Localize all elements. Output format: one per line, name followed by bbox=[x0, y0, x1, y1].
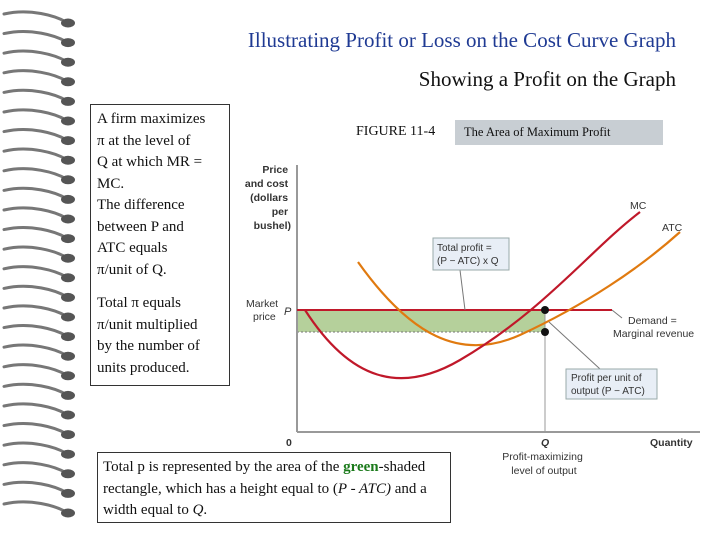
caption-p-minus-atc: P - ATC) bbox=[337, 480, 391, 497]
q-tick-label: Q bbox=[541, 437, 550, 449]
caption-text: Total p is represented by the area of the bbox=[103, 459, 344, 475]
explanation-line: Q at which MR = bbox=[97, 154, 203, 170]
explanation-line: π/unit of Q. bbox=[97, 261, 167, 278]
per-unit-pointer bbox=[549, 322, 600, 369]
mr-mc-point bbox=[541, 306, 549, 314]
explanation-line: π/unit multiplied bbox=[97, 316, 198, 333]
atc-point bbox=[541, 328, 549, 336]
caption-green-word: green bbox=[343, 459, 379, 475]
figure-tag: The Area of Maximum Profit bbox=[455, 120, 663, 145]
explanation-line: π at the level of bbox=[97, 132, 191, 149]
origin-label: 0 bbox=[286, 437, 292, 449]
atc-label: ATC bbox=[662, 222, 683, 234]
explanation-line: MC. bbox=[97, 175, 125, 192]
caption-text: . bbox=[203, 502, 208, 518]
total-profit-callout-text: Total profit = (P − ATC) x Q bbox=[437, 243, 499, 267]
demand-label: Demand = Marginal revenue bbox=[613, 315, 695, 340]
explanation-line: A firm maximizes bbox=[97, 111, 206, 127]
x-axis-label: Quantity bbox=[650, 437, 693, 449]
slide-subtitle: Showing a Profit on the Graph bbox=[418, 67, 676, 91]
figure-number: FIGURE 11-4 bbox=[356, 124, 436, 139]
explanation-line: by the number of bbox=[97, 338, 200, 354]
caption-textbox bbox=[97, 452, 451, 523]
mc-curve bbox=[305, 212, 640, 378]
mc-label: MC bbox=[630, 200, 647, 212]
explanation-line: between P and bbox=[97, 218, 184, 235]
explanation-line: units produced. bbox=[97, 359, 190, 376]
explanation-line: The difference bbox=[97, 197, 185, 213]
demand-pointer bbox=[612, 310, 622, 318]
market-price-label: Market price bbox=[246, 298, 279, 323]
y-axis-label: Price and cost (dollars per bushel) bbox=[244, 164, 291, 232]
explanation-line: Total π equals bbox=[97, 295, 182, 311]
per-unit-callout-text: Profit per unit of output (P − ATC) bbox=[571, 373, 645, 397]
caption-text: and a width equal to bbox=[103, 480, 427, 518]
price-p-label: P bbox=[284, 306, 292, 318]
slide-title: Illustrating Profit or Loss on the Cost Curve Graph bbox=[247, 28, 676, 52]
x-note-label: Profit-maximizing level of output bbox=[502, 451, 583, 477]
total-profit-pointer bbox=[460, 270, 465, 310]
explanation-line: ATC equals bbox=[97, 240, 168, 256]
caption-q: Q bbox=[192, 502, 204, 518]
caption-text: -shaded rectangle, which has a height equal to ( bbox=[103, 459, 426, 497]
